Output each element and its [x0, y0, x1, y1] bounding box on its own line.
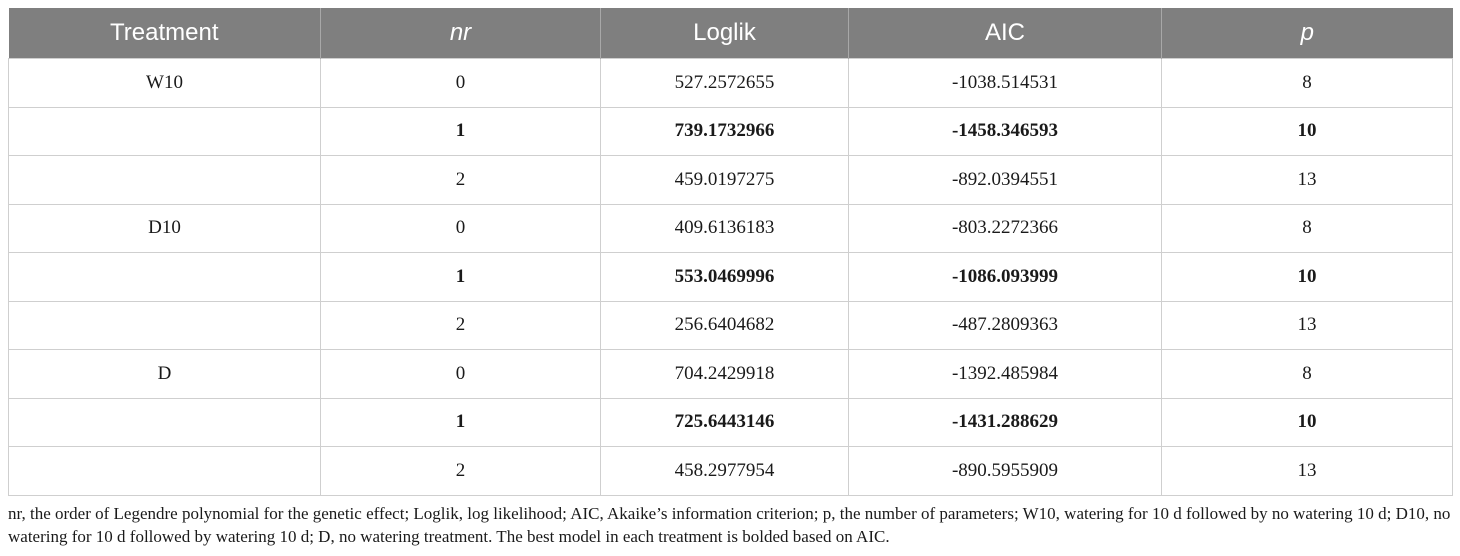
cell-aic: -1086.093999: [849, 253, 1162, 302]
cell-loglik: 725.6443146: [601, 398, 849, 447]
cell-loglik: 704.2429918: [601, 350, 849, 399]
cell-treatment: [9, 107, 321, 156]
cell-aic: -803.2272366: [849, 204, 1162, 253]
cell-treatment: [9, 253, 321, 302]
cell-p: 8: [1162, 350, 1453, 399]
cell-loglik: 458.2977954: [601, 447, 849, 496]
cell-aic: -892.0394551: [849, 156, 1162, 205]
cell-nr: 2: [321, 156, 601, 205]
header-aic: AIC: [849, 8, 1162, 59]
table-row: [9, 447, 1453, 496]
cell-p: 13: [1162, 301, 1453, 350]
cell-treatment: [9, 301, 321, 350]
cell-p: 8: [1162, 204, 1453, 253]
cell-treatment: [9, 398, 321, 447]
table-row: [9, 107, 1453, 156]
cell-aic: -890.5955909: [849, 447, 1162, 496]
header-row: [9, 8, 1453, 59]
table-row: [9, 301, 1453, 350]
cell-loglik: 527.2572655: [601, 59, 849, 108]
cell-p: 8: [1162, 59, 1453, 108]
cell-nr: 2: [321, 301, 601, 350]
header-treatment: Treatment: [9, 8, 321, 59]
cell-aic: -1431.288629: [849, 398, 1162, 447]
cell-nr: 1: [321, 398, 601, 447]
table-footnote: nr, the order of Legendre polynomial for the genetic effect; Loglik, log likelihood; AIC, Akaike’s information criterion; p, the number of parameters; W10, watering for 10 d followed by no watering 10 d; D10, no watering for 10 d followed by watering 10 d; D, no watering treatment. The best model in each treatment is bolded based on AIC.: [8, 504, 1451, 546]
cell-nr: 0: [321, 350, 601, 399]
cell-nr: 0: [321, 204, 601, 253]
cell-loglik: 739.1732966: [601, 107, 849, 156]
cell-p: 10: [1162, 398, 1453, 447]
cell-aic: -1392.485984: [849, 350, 1162, 399]
cell-aic: -487.2809363: [849, 301, 1162, 350]
header-p: p: [1162, 8, 1453, 59]
table-row: [9, 398, 1453, 447]
header-nr: nr: [321, 8, 601, 59]
cell-loglik: 459.0197275: [601, 156, 849, 205]
table-row: [9, 59, 1453, 108]
cell-p: 13: [1162, 156, 1453, 205]
table-row: [9, 350, 1453, 399]
table-row: [9, 156, 1453, 205]
cell-p: 13: [1162, 447, 1453, 496]
model-comparison-table: [8, 8, 1453, 496]
cell-treatment: [9, 156, 321, 205]
cell-aic: -1038.514531: [849, 59, 1162, 108]
cell-nr: 1: [321, 253, 601, 302]
cell-nr: 0: [321, 59, 601, 108]
cell-p: 10: [1162, 107, 1453, 156]
cell-loglik: 409.6136183: [601, 204, 849, 253]
cell-aic: -1458.346593: [849, 107, 1162, 156]
cell-nr: 1: [321, 107, 601, 156]
cell-treatment: [9, 447, 321, 496]
cell-loglik: 553.0469996: [601, 253, 849, 302]
cell-loglik: 256.6404682: [601, 301, 849, 350]
cell-treatment: D10: [9, 204, 321, 253]
cell-treatment: D: [9, 350, 321, 399]
cell-p: 10: [1162, 253, 1453, 302]
cell-nr: 2: [321, 447, 601, 496]
table-header: [9, 8, 1453, 59]
table-row: [9, 253, 1453, 302]
table-row: [9, 204, 1453, 253]
cell-treatment: W10: [9, 59, 321, 108]
table-body: [9, 59, 1453, 496]
header-loglik: Loglik: [601, 8, 849, 59]
results-table-container: [8, 8, 1452, 496]
